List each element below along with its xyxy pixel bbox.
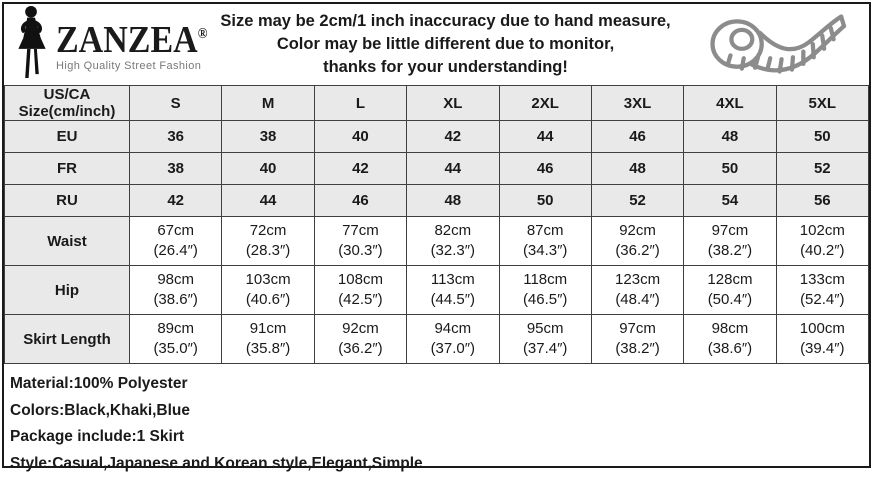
table-row-eu <box>5 121 869 153</box>
measure-notice <box>212 10 679 79</box>
product-details <box>4 364 869 477</box>
measure-cell: 97cm (38.2″) <box>684 217 776 266</box>
table-row <box>5 86 869 121</box>
measure-cell: 100cm (39.4″) <box>776 315 868 364</box>
size-column-header: S <box>130 86 222 121</box>
brand-logo <box>4 4 212 85</box>
measure-cell: 108cm (42.5″) <box>314 266 406 315</box>
size-cell: 48 <box>591 153 683 185</box>
measure-cell: 123cm (48.4″) <box>591 266 683 315</box>
product-detail-line-material: Material:100% Polyester <box>10 371 863 398</box>
tape-measure-icon <box>679 10 869 80</box>
size-cell: 46 <box>499 153 591 185</box>
row-label-eu: EU <box>5 121 130 153</box>
measure-cell: 118cm (46.5″) <box>499 266 591 315</box>
brand-tagline: High Quality Street Fashion <box>56 60 207 72</box>
notice-line-2: Color may be little different due to monitor, <box>212 33 679 56</box>
size-cell: 38 <box>130 153 222 185</box>
size-cell: 46 <box>314 185 406 217</box>
product-detail-line-package: Package include:1 Skirt <box>10 424 863 451</box>
size-column-header: 3XL <box>591 86 683 121</box>
size-column-header: L <box>314 86 406 121</box>
brand-logo-text <box>56 17 207 72</box>
row-label-ru: RU <box>5 185 130 217</box>
row-label-skirt-length: Skirt Length <box>5 315 130 364</box>
brand-name: ZANZEA® <box>56 14 207 59</box>
table-row-waist <box>5 217 869 266</box>
size-cell: 46 <box>591 121 683 153</box>
measure-cell: 67cm (26.4″) <box>130 217 222 266</box>
product-detail-line-colors: Colors:Black,Khaki,Blue <box>10 398 863 425</box>
notice-line-1: Size may be 2cm/1 inch inaccuracy due to hand measure, <box>212 10 679 33</box>
registered-mark: ® <box>198 24 208 41</box>
measure-cell: 102cm (40.2″) <box>776 217 868 266</box>
size-cell: 42 <box>130 185 222 217</box>
size-cell: 50 <box>776 121 868 153</box>
size-cell: 42 <box>314 153 406 185</box>
woman-silhouette-icon <box>10 4 54 85</box>
measure-cell: 92cm (36.2″) <box>314 315 406 364</box>
table-corner-label: US/CA Size(cm/inch) <box>5 86 130 121</box>
size-cell: 44 <box>407 153 499 185</box>
size-cell: 36 <box>130 121 222 153</box>
size-column-header: 2XL <box>499 86 591 121</box>
notice-line-3: thanks for your understanding! <box>212 56 679 79</box>
row-label-fr: FR <box>5 153 130 185</box>
measure-cell: 92cm (36.2″) <box>591 217 683 266</box>
measure-cell: 103cm (40.6″) <box>222 266 314 315</box>
size-cell: 44 <box>222 185 314 217</box>
size-chart-sheet <box>2 2 871 468</box>
measure-cell: 95cm (37.4″) <box>499 315 591 364</box>
measure-cell: 91cm (35.8″) <box>222 315 314 364</box>
measure-cell: 72cm (28.3″) <box>222 217 314 266</box>
row-label-waist: Waist <box>5 217 130 266</box>
size-table <box>4 85 869 364</box>
measure-cell: 133cm (52.4″) <box>776 266 868 315</box>
size-column-header: 4XL <box>684 86 776 121</box>
size-cell: 52 <box>776 153 868 185</box>
table-row-ru <box>5 185 869 217</box>
size-cell: 56 <box>776 185 868 217</box>
size-cell: 50 <box>684 153 776 185</box>
size-cell: 50 <box>499 185 591 217</box>
measure-cell: 97cm (38.2″) <box>591 315 683 364</box>
row-label-hip: Hip <box>5 266 130 315</box>
measure-cell: 113cm (44.5″) <box>407 266 499 315</box>
product-detail-line-style: Style:Casual,Japanese and Korean style,Elegant,Simple <box>10 451 863 477</box>
header-band <box>4 4 869 85</box>
size-column-header: 5XL <box>776 86 868 121</box>
measure-cell: 87cm (34.3″) <box>499 217 591 266</box>
size-cell: 40 <box>314 121 406 153</box>
measure-cell: 128cm (50.4″) <box>684 266 776 315</box>
size-cell: 52 <box>591 185 683 217</box>
size-cell: 42 <box>407 121 499 153</box>
size-cell: 48 <box>684 121 776 153</box>
size-cell: 54 <box>684 185 776 217</box>
size-column-header: M <box>222 86 314 121</box>
measure-cell: 98cm (38.6″) <box>684 315 776 364</box>
table-row-hip <box>5 266 869 315</box>
table-row-skirt-length <box>5 315 869 364</box>
measure-cell: 89cm (35.0″) <box>130 315 222 364</box>
size-column-header: XL <box>407 86 499 121</box>
size-cell: 44 <box>499 121 591 153</box>
size-cell: 40 <box>222 153 314 185</box>
measure-cell: 94cm (37.0″) <box>407 315 499 364</box>
table-row-fr <box>5 153 869 185</box>
size-cell: 38 <box>222 121 314 153</box>
measure-cell: 82cm (32.3″) <box>407 217 499 266</box>
size-cell: 48 <box>407 185 499 217</box>
measure-cell: 77cm (30.3″) <box>314 217 406 266</box>
measure-cell: 98cm (38.6″) <box>130 266 222 315</box>
